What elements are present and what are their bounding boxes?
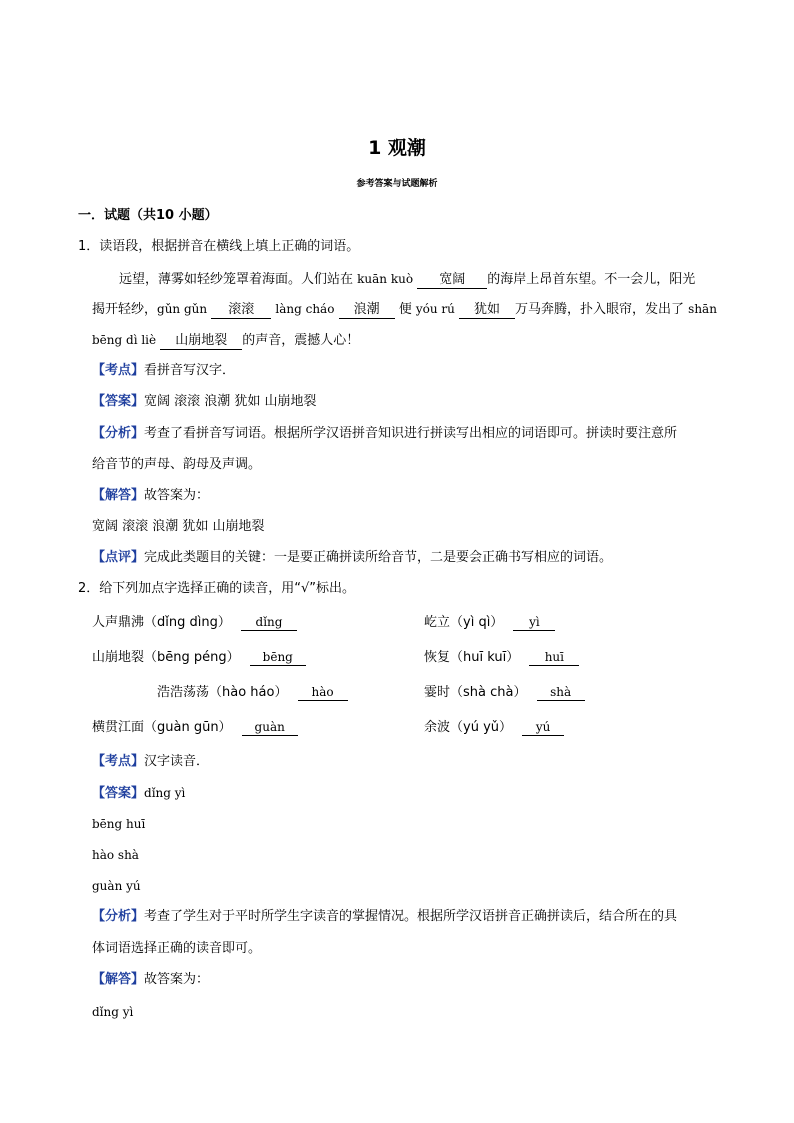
page-title: 1 观潮 [368, 137, 426, 159]
q2-kaodian [92, 753, 209, 771]
q2-word: 人声鼎沸（dǐng dìng） [92, 615, 231, 630]
q1-text: 万马奔腾，扑入眼帘，发出了 [515, 302, 689, 317]
q2-item [424, 684, 585, 702]
q2-jieda [92, 971, 209, 989]
q2-answer-blank: guàn [242, 719, 298, 736]
q2-item [424, 649, 579, 667]
kaodian-label: 【考点】 [92, 363, 145, 378]
jieda-label: 【解答】 [92, 488, 145, 503]
q1-text: 的海岸上昂首东望。不一会儿，阳光 [487, 272, 696, 287]
q1-answer-blank: 滚滚 [211, 302, 271, 319]
daan-line: bēng huī [92, 817, 146, 831]
q1-jieda-answer: 宽阔 滚滚 浪潮 犹如 山崩地裂 [92, 519, 265, 534]
q1-answer-blank: 宽阔 [417, 272, 487, 289]
q1-answer-blank: 浪潮 [339, 302, 395, 319]
fenxi-label: 【分析】 [92, 426, 145, 441]
q2-fenxi-line-2: 体词语选择正确的读音即可。 [92, 941, 262, 956]
q2-answer-blank: huī [529, 649, 579, 666]
q1-pinyin: bēng dì liè [92, 333, 157, 347]
q1-daan [92, 393, 317, 411]
q1-text: 的声音，震撼人心！ [242, 333, 360, 348]
daan-text: 宽阔 滚滚 浪潮 犹如 山崩地裂 [144, 394, 317, 409]
q1-pinyin: shān [688, 302, 717, 316]
q2-item [92, 719, 298, 737]
q1-paragraph-line-1 [119, 270, 695, 289]
dianping-label: 【点评】 [92, 550, 145, 565]
jieda-label: 【解答】 [92, 972, 145, 987]
q1-paragraph-line-2 [92, 300, 717, 319]
kaodian-text: 汉字读音． [144, 754, 210, 769]
question-2-stem: 2．给下列加点字选择正确的读音，用“√”标出。 [78, 581, 356, 596]
q1-paragraph-line-3 [92, 331, 359, 350]
q2-item [424, 614, 555, 632]
q2-answer-blank: dǐng [241, 614, 297, 631]
q2-answer-blank: shà [537, 684, 585, 701]
jieda-text: 故答案为： [144, 488, 210, 503]
jieda-text: 故答案为： [144, 972, 210, 987]
q2-answer-blank: yú [522, 719, 564, 736]
daan-line: dǐng yì [144, 786, 186, 800]
q2-answer-blank: bēng [250, 649, 306, 666]
fenxi-text: 考查了看拼音写词语。根据所学汉语拼音知识进行拼读写出相应的词语即可。拼读时要注意所 [144, 426, 678, 441]
q1-pinyin: gǔn gǔn [157, 302, 208, 316]
daan-label: 【答案】 [92, 786, 145, 801]
q1-dianping [92, 549, 612, 567]
dianping-text: 完成此类题目的关键：一是要正确拼读所给音节，二是要会正确书写相应的词语。 [144, 550, 613, 565]
q1-text: 便 [398, 302, 416, 317]
q1-fenxi-line-1 [92, 425, 677, 443]
q1-answer-blank: 犹如 [459, 302, 515, 319]
q1-pinyin: yóu rú [415, 302, 455, 316]
question-1-stem: 1．读语段，根据拼音在横线上填上正确的词语。 [78, 239, 360, 254]
q2-fenxi-line-1 [92, 908, 677, 926]
q2-word: 屹立（yì qì） [424, 615, 504, 630]
q1-pinyin: kuān kuò [357, 272, 414, 286]
q2-jieda-answer: dǐng yì [92, 1005, 134, 1019]
q2-word: 山崩地裂（bēng péng） [92, 650, 240, 665]
page-subtitle: 参考答案与试题解析 [356, 179, 438, 189]
daan-label: 【答案】 [92, 394, 145, 409]
q2-word: 霎时（shà chà） [424, 685, 527, 700]
q1-text: 远望，薄雾如轻纱笼罩着海面。人们站在 [119, 272, 358, 287]
q1-text: 揭开轻纱， [92, 302, 158, 317]
q2-item [92, 649, 306, 667]
q2-answer-blank: yì [513, 614, 555, 631]
daan-line: hào shà [92, 848, 139, 862]
q1-fenxi-line-2: 给音节的声母、韵母及声调。 [92, 457, 262, 472]
q1-kaodian [92, 362, 235, 380]
section-heading: 一．试题（共10 小题） [78, 208, 218, 223]
kaodian-label: 【考点】 [92, 754, 145, 769]
q2-word: 浩浩荡荡（hào háo） [157, 685, 288, 700]
daan-line: guàn yú [92, 879, 141, 893]
q2-item [157, 684, 348, 702]
q2-item [92, 614, 297, 632]
kaodian-text: 看拼音写汉字． [144, 363, 236, 378]
q2-word: 横贯江面（guàn gūn） [92, 720, 232, 735]
q1-answer-blank: 山崩地裂 [160, 333, 242, 350]
q2-word: 恢复（huī kuī） [424, 650, 520, 665]
q2-item [424, 719, 564, 737]
fenxi-text: 考查了学生对于平时所学生字读音的掌握情况。根据所学汉语拼音正确拼读后，结合所在的具 [144, 909, 678, 924]
fenxi-label: 【分析】 [92, 909, 145, 924]
q2-answer-blank: hào [298, 684, 348, 701]
q2-daan [92, 784, 185, 803]
q1-pinyin: làng cháo [275, 302, 335, 316]
q1-jieda [92, 487, 209, 505]
q2-word: 余波（yú yǔ） [424, 720, 512, 735]
